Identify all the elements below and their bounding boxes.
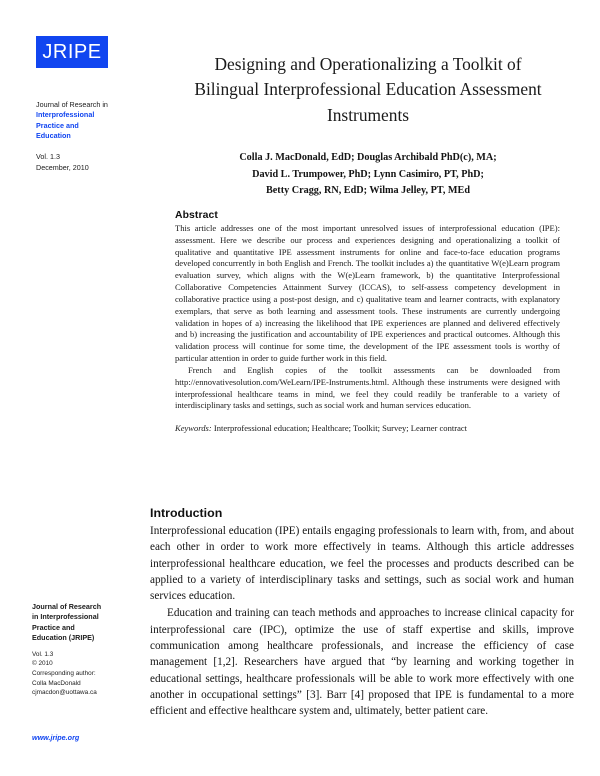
introduction-paragraph: Education and training can teach methods and approaches to increase clinical capacity for interprofessional care (IPC), optimize the use of staff expertise and skills, improve communication among healthcare professionals, and increase the efficiency of case management [1,2]. Researchers have argued that “by learning and working together in educational settings, healthcare professionals will be able to work more effectively with one another in occupational settings” [3]. Barr [4] proposed that IPE is fundamental to a more efficient and effective healthcare system and, ultimately, better patient care. [150, 607, 574, 718]
keywords-value: Interprofessional education; Healthcare; Toolkit; Survey; Learner contract [211, 423, 468, 434]
introduction-section [150, 506, 574, 720]
jripe-logo-text: JRIPE [42, 41, 102, 63]
keywords-label: Keywords: [175, 423, 212, 434]
journal-website-link[interactable]: www.jripe.org [32, 733, 80, 742]
footer-corresponding-name: Colla MacDonald [32, 679, 81, 687]
masthead-line-2: Interprofessional [36, 110, 95, 120]
author-list [168, 150, 568, 200]
footer-title-line-4: Education (JRIPE) [32, 633, 95, 643]
introduction-paragraph: Interprofessional education (IPE) entails engaging professionals to learn with, from, and about each other in order to work more effectively in teams. Although this article addresses interprofessional healthcare education, we feel the processes and products described can be applied to a variety of interdisciplinary tasks and settings, such as social work and human services education. [150, 525, 574, 603]
journal-footer-block [32, 602, 142, 698]
masthead-line-1: Journal of Research in [36, 100, 108, 109]
footer-meta [32, 650, 142, 698]
journal-masthead [36, 100, 140, 142]
page-title [158, 52, 578, 128]
authors-line-3: Betty Cragg, RN, EdD; Wilma Jelley, PT, MEd [265, 185, 471, 197]
abstract-heading: Abstract [175, 210, 218, 221]
journal-volume-block [36, 152, 140, 174]
journal-volume: Vol. 1.3 [36, 152, 60, 161]
journal-sidebar [0, 0, 148, 776]
footer-title-line-3: Practice and [32, 622, 75, 632]
footer-journal-title [32, 602, 142, 644]
article-content [148, 0, 600, 776]
masthead-line-4: Education [36, 131, 71, 141]
footer-title-line-2: in Interprofessional [32, 612, 99, 622]
jripe-logo [36, 36, 108, 68]
title-line-1: Designing and Operationalizing a Toolkit of [214, 54, 522, 74]
authors-line-1: Colla J. MacDonald, EdD; Douglas Archibald PhD(c), MA; [239, 152, 497, 163]
title-line-3: Instruments [326, 104, 410, 125]
footer-volume: Vol. 1.3 [32, 650, 54, 658]
title-line-2: Bilingual Interprofessional Education Assessment [194, 79, 542, 100]
abstract-paragraph: This article addresses one of the most important unresolved issues of interprofessional education (IPE): assessment. Here we describe our process and experiences designing and operationalizing a toolkit of qualitative and quantitative IPE assessment instruments for online and face-to-face education programs developed concurrently in both English and French. The toolkit includes a) the quantitative W(e)Learn program evaluation survey, which aligns with the W(e)Learn framework, b) the quantitative Interprofessional Collaborative Competencies Attainment Survey (ICCAS), to self-assess competency development in collaborative practice using a post-post design, and c) qualitative team and learner contracts, with explanatory exemplars, that serve as both learning and assessment tools. These instruments are currently undergoing validation in hopes of a) increasing the likelihood that IPE experiences are planned and delivered effectively and b) increasing the justification and accountability of IPE experiences and practical outcomes. Although this validation process will continue for some time, the development of the IPE assessment tools is worthy of particular attention in order to guide further work in this field. [175, 223, 560, 364]
footer-corresponding-label: Corresponding author: [32, 669, 96, 677]
masthead-line-3: Practice and [36, 120, 79, 130]
abstract-paragraph: French and English copies of the toolkit assessments can be downloaded from http://ennovativesolution.com/WeLearn/IPE-Instruments.html. Although these instruments were designed with interprofessional healthcare teams in mind, we feel they could readily be tranferable to a variety of interdisciplinary tasks and settings, such as social work and human services education. [175, 364, 560, 411]
introduction-heading: Introduction [150, 506, 223, 520]
authors-line-2: David L. Trumpower, PhD; Lynn Casimiro, PT, PhD; [252, 168, 484, 180]
footer-corresponding-email[interactable]: cjmacdon@uottawa.ca [32, 689, 97, 697]
footer-title-line-1: Journal of Research [32, 602, 102, 611]
journal-date: December, 2010 [36, 162, 89, 172]
footer-copyright: © 2010 [32, 660, 53, 668]
abstract-section [175, 210, 560, 435]
keywords-line [175, 423, 560, 435]
